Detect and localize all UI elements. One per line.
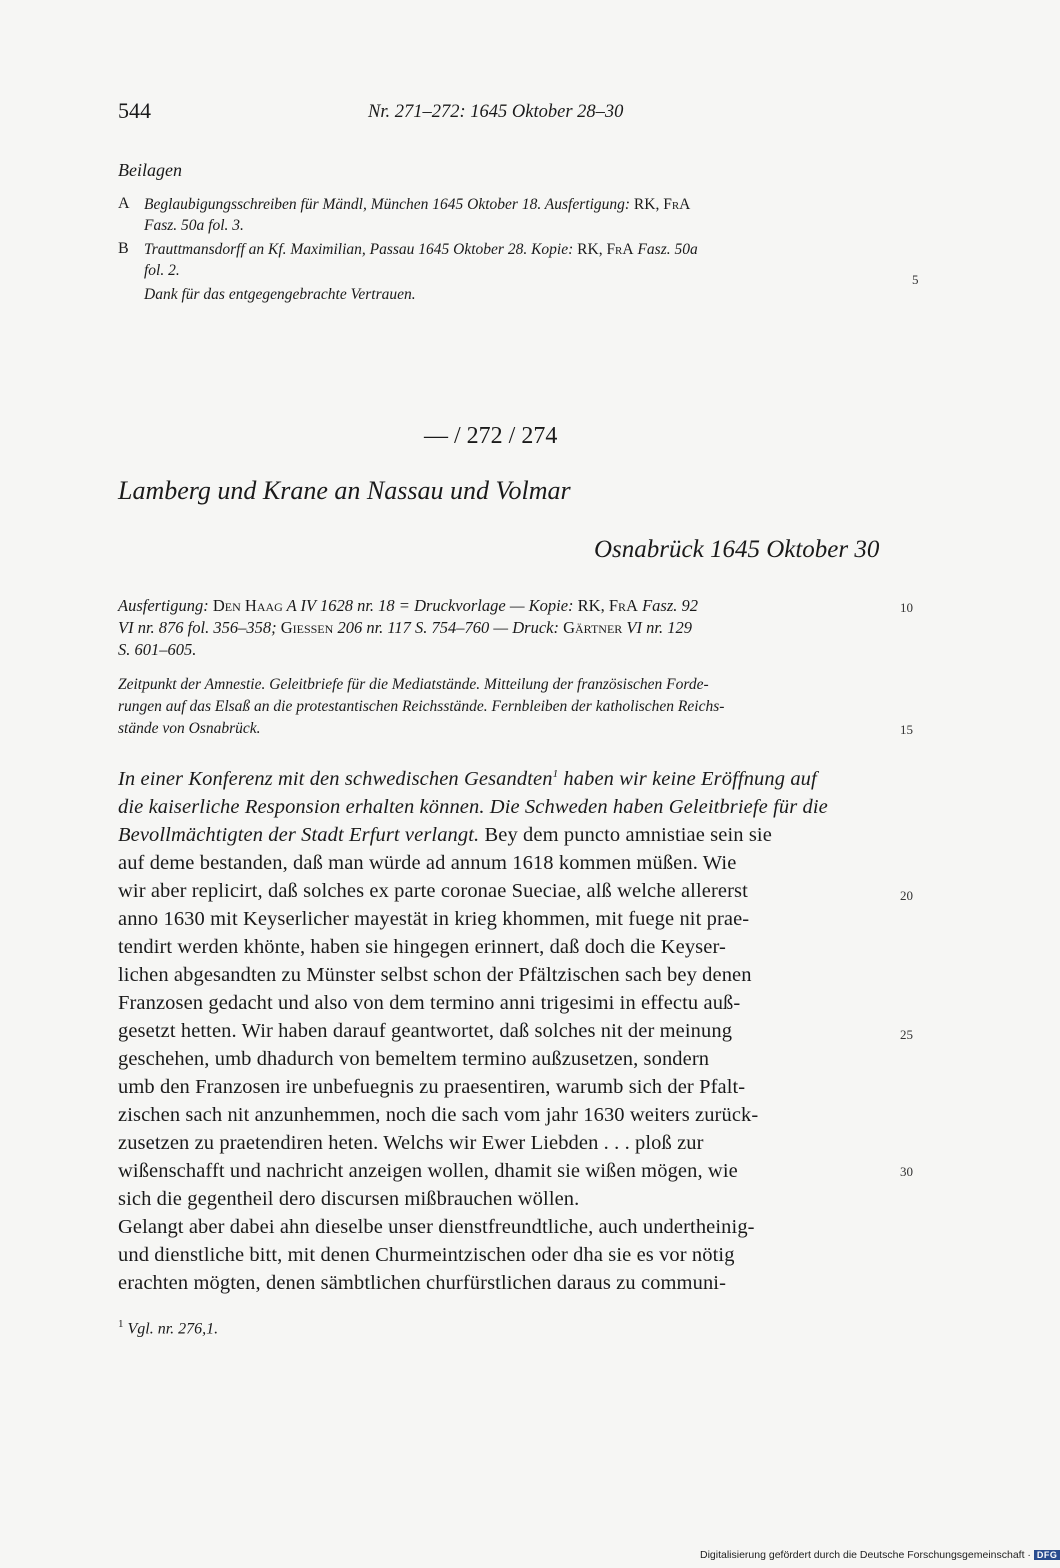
footnote-text: Vgl. nr. 276,1. [127,1320,219,1338]
dfg-logo-icon: DFG [1034,1550,1060,1560]
beilage-b-letter: B [118,240,129,257]
body-line-11: geschehen, umb dhadurch von bemeltem termino außzusetzen, sondern [118,1048,710,1070]
margin-line-number: 5 [912,272,919,287]
margin-line-number: 15 [900,722,913,737]
body-text: haben wir keine Eröffnung auf [558,768,817,790]
beilage-b-archive: RK, FrA [577,241,634,258]
sources-line-1 [118,596,698,616]
sources-line-3: S. 601–605. [118,640,197,659]
beilage-a-line1 [144,196,690,214]
body-line-8: lichen abgesandten zu Münster selbst schon der Pfältzischen sach bey denen [118,964,752,986]
margin-line-number: 10 [900,600,913,615]
document-number: — / 272 / 274 [424,423,558,449]
beilage-b-line3: Dank für das entgegengebrachte Vertrauen. [144,286,416,303]
beilage-a-line2: Fasz. 50a fol. 3. [144,217,244,234]
footnote-mark: 1 [118,1318,124,1330]
margin-line-number: 30 [900,1164,913,1179]
body-line-7: tendirt werden khönte, haben sie hingegen erinnert, daß doch die Keyser- [118,936,726,958]
body-line-12: umb den Franzosen ire unbefuegnis zu praesentiren, warumb sich der Pfalt- [118,1076,746,1098]
body-line-17: Gelangt aber dabei ahn dieselbe unser dienstfreundtliche, auch undertheinig- [118,1216,755,1238]
footnote-reference: 1 [552,768,559,781]
running-title: Nr. 271–272: 1645 Oktober 28–30 [368,102,624,122]
margin-line-number: 20 [900,888,913,903]
sources-text: 206 nr. 117 S. 754–760 — Druck: [333,618,564,637]
footnote [118,1318,218,1338]
sources-label: Ausfertigung: [118,596,213,615]
page-number: 544 [118,98,151,123]
body-line-4: auf deme bestanden, daß man würde ad annum 1618 kommen müßen. Wie [118,852,737,874]
footer-text: Digitalisierung gefördert durch die Deutsche Forschungsgemeinschaft · [700,1549,1031,1561]
body-text: In einer Konferenz mit den schwedischen Gesandten [118,768,553,790]
sources-text-end: VI nr. 129 [622,618,692,637]
summary-line-2: rungen auf das Elsaß an die protestantischen Reichsstände. Fernbleiben der katholischen Reichs- [118,698,725,715]
body-line-10: gesetzt hetten. Wir haben darauf geantwortet, daß solches nit der meinung [118,1020,733,1042]
beilage-b-text: Trauttmansdorff an Kf. Maximilian, Passau 1645 Oktober 28. Kopie: [144,241,578,258]
body-line-9: Franzosen gedacht und also von dem termino anni trigesimi in effectu auß- [118,992,741,1014]
body-line-15: wißenschafft und nachricht anzeigen wollen, dhamit sie wißen mögen, wie [118,1160,738,1182]
sources-text: A IV 1628 nr. 18 = Druckvorlage — Kopie: [282,596,578,615]
beilage-a-text: Beglaubigungsschreiben für Mändl, München 1645 Oktober 18. Ausfertigung: [144,196,634,213]
body-line-13: zischen sach nit anzunhemmen, noch die sach vom jahr 1630 weiters zurück- [118,1104,759,1126]
beilage-b-text-end: Fasz. 50a [633,241,698,258]
sources-print-gaertner: Gärtner [563,618,623,637]
document-title: Lamberg und Krane an Nassau und Volmar [118,476,571,505]
sources-text: VI nr. 876 fol. 356–358; [118,618,281,637]
place-date: Osnabrück 1645 Oktober 30 [594,536,880,563]
body-line-18: und dienstliche bitt, mit denen Churmeintzischen oder dha sie es vor nötig [118,1244,735,1266]
beilage-a-archive: RK, FrA [633,196,691,213]
beilage-a-letter: A [118,195,130,212]
beilage-b-line1 [144,241,698,259]
body-line-3 [118,824,772,847]
body-line-16: sich die gegentheil dero discursen mißbrauchen wöllen. [118,1188,580,1210]
body-text: Bey dem puncto amnistiae sein sie [479,824,772,846]
beilage-b-line2: fol. 2. [144,262,180,279]
sources-line-2 [118,618,692,638]
beilagen-heading: Beilagen [118,160,182,180]
body-line-1 [118,768,817,791]
body-line-14: zusetzen zu praetendiren heten. Welchs wir Ewer Liebden . . . ploß zur [118,1132,704,1154]
sources-archive-giessen: Giessen [280,618,334,637]
summary-line-1: Zeitpunkt der Amnestie. Geleitbriefe für die Mediatstände. Mitteilung der französischen Forde- [118,676,709,693]
body-line-19: erachten mögten, denen sämbtlichen churfürstlichen daraus zu communi- [118,1272,727,1294]
body-text-italic: Bevollmächtigten der Stadt Erfurt verlangt. [118,824,480,846]
body-line-5: wir aber replicirt, daß solches ex parte coronae Sueciae, alß welche allererst [118,880,748,902]
sources-text-end: Fasz. 92 [637,596,698,615]
sources-archive-haag: Den Haag [212,596,283,615]
body-line-6: anno 1630 mit Keyserlicher mayestät in krieg khommen, mit fuege nit prae- [118,908,750,930]
summary-line-3: stände von Osnabrück. [118,720,261,737]
margin-line-number: 25 [900,1027,913,1042]
body-line-2: die kaiserliche Responsion erhalten können. Die Schweden haben Geleitbriefe für die [118,796,828,818]
sources-archive-rk: RK, FrA [577,596,638,615]
digitization-footer [700,1549,1060,1563]
